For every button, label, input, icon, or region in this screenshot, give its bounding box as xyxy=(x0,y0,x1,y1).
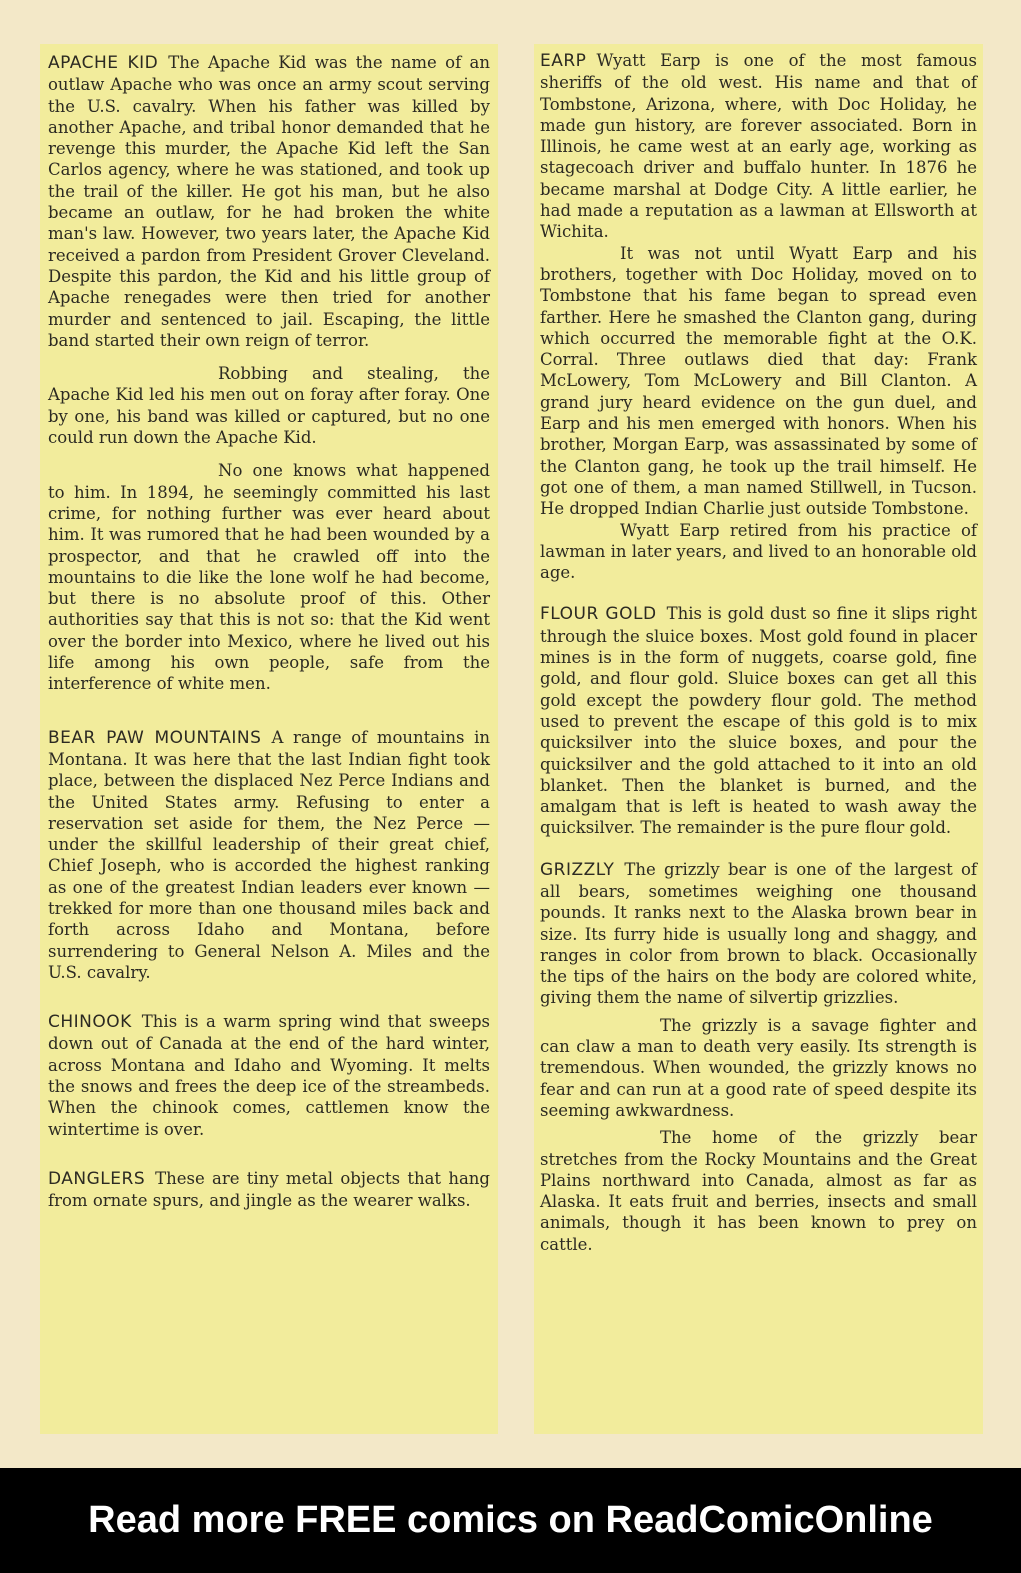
entry-paragraph: This is gold dust so fine it slips right through the sluice boxes. Most gold found in placer mines is in the form of nuggets, coarse gold, fine gold, and flour gold. Sluice boxes can get all this gold except the powdery flour gold. The method used to prevent the escape of this gold is to mix quicksilver into the sluice boxes, and pour the quicksilver and the gold attached to it into an old blanket. Then the blanket is burned, and the amalgam that is left is heated to wash away the quicksilver. The remainder is the pure flour gold. xyxy=(540,604,977,838)
entry-heading: EARP xyxy=(540,51,587,71)
entry-body xyxy=(48,1168,490,1212)
entry-apache-kid xyxy=(48,52,490,695)
promo-banner[interactable] xyxy=(0,1468,1021,1573)
entry-paragraph: This is a warm spring wind that sweeps down out of Canada at the end of the hard winter, across Montana and Idaho and Wyoming. It melts the snows and frees the deep ice of the streambeds. When the chinook comes, cattlemen know the wintertime is over. xyxy=(48,1012,490,1139)
entry-body xyxy=(48,727,490,984)
entry-flour-gold xyxy=(540,603,977,838)
right-text-column xyxy=(534,44,983,1434)
entry-paragraph: Wyatt Earp retired from his practice of lawman in later years, and lived to an honorable old age. xyxy=(540,520,977,583)
entry-paragraph: No one knows what happened to him. In 1894, he seemingly committed his last crime, for nothing further was ever heard about him. It was rumored that he had been wounded by a prospector, and that he crawled off into the mountains to die like the lone wolf he had become, but there is no absolute proof of this. Other authorities say that this is not so: that the Kid went over the border into Mexico, where he lived out his life among his own people, safe from the interference of white men. xyxy=(48,461,490,694)
entry-heading: GRIZZLY xyxy=(540,859,615,880)
entry-body xyxy=(540,50,977,243)
entry-paragraph: The grizzly is a savage fighter and can claw a man to death very easily. Its strength is tremendous. When wounded, the grizzly knows no fear and can run at a good rate of speed despite its seeming awkwardness. xyxy=(540,1015,977,1120)
entry-paragraph: A range of mountains in Montana. It was here that the last Indian fight took place, between the displaced Nez Perce Indians and the United States army. Refusing to enter a reservation set aside for them, the Nez Perce — under the skillful leadership of their great chief, Chief Joseph, who is accorded the highest ranking as one of the greatest Indian leaders ever known — trekked for more than one thousand miles back and forth across Idaho and Montana, before surrendering to General Nelson A. Miles and the U.S. cavalry. xyxy=(48,727,490,982)
entry-heading: APACHE KID xyxy=(48,53,159,73)
entry-body xyxy=(540,859,977,1009)
entry-body xyxy=(540,603,977,838)
left-text-column xyxy=(40,44,498,1434)
entry-earp xyxy=(540,50,977,583)
entry-heading: CHINOOK xyxy=(48,1012,132,1033)
entry-paragraph: Wyatt Earp is one of the most famous sheriffs of the old west. His name and that of Tombstone, Arizona, where, with Doc Holiday, he made gun history, are forever associated. Born in Illinois, he came west at an early age, working as stagecoach driver and buffalo hunter. In 1876 he became marshal at Dodge City. A little earlier, he had made a reputation as a lawman at Ellsworth at Wichita. xyxy=(540,51,977,242)
entry-grizzly xyxy=(540,859,977,1255)
entry-danglers xyxy=(48,1168,490,1212)
entry-paragraph: It was not until Wyatt Earp and his brothers, together with Doc Holiday, moved on to Tombstone that his fame began to spread even farther. Here he smashed the Clanton gang, during which occurred the memorable fight at the O.K. Corral. Three outlaws died that day: Frank McLowery, Tom McLowery and Bill Clanton. A grand jury heard evidence on the gun duel, and Earp and his men emerged with honors. When his brother, Morgan Earp, was assassinated by some of the Clanton gang, he took up the trail himself. He got one of them, a man named Stillwell, in Tucson. He dropped Indian Charlie just outside Tombstone. xyxy=(540,243,977,519)
entry-heading: FLOUR GOLD xyxy=(540,604,657,625)
entry-paragraph: The Apache Kid was the name of an outlaw Apache who was once an army scout serving the U.S. cavalry. When his father was killed by another Apache, and tribal honor demanded that he revenge this murder, the Apache Kid left the San Carlos agency, where he was stationed, and took up the trail of the killer. He got his man, but he also became an outlaw, for he had broken the white man's law. However, two years later, the Apache Kid received a pardon from President Grover Cleveland. Despite this pardon, the Kid and his little group of Apache renegades were then tried for another murder and sentenced to jail. Escaping, the little band started their own reign of terror. xyxy=(48,53,490,350)
entry-heading: DANGLERS xyxy=(48,1168,146,1189)
entry-heading: BEAR PAW MOUNTAINS xyxy=(48,727,262,748)
entry-body xyxy=(48,1011,490,1140)
entry-bear-paw-mountains xyxy=(48,727,490,984)
entry-paragraph: The home of the grizzly bear stretches from the Rocky Mountains and the Great Plains northward into Canada, almost as far as Alaska. It eats fruit and berries, insects and small animals, though it has been known to prey on cattle. xyxy=(540,1128,977,1254)
entry-chinook xyxy=(48,1011,490,1140)
promo-banner-text[interactable]: Read more FREE comics on ReadComicOnline xyxy=(88,1499,933,1541)
entry-body xyxy=(48,52,490,351)
entry-paragraph: Robbing and stealing, the Apache Kid led his men out on foray after foray. One by one, his band was killed or captured, but no one could run down the Apache Kid. xyxy=(48,364,490,448)
entry-paragraph: The grizzly bear is one of the largest of all bears, sometimes weighing one thousand pounds. It ranks next to the Alaska brown bear in size. Its furry hide is usually long and shaggy, and ranges in color from brown to black. Occasionally the tips of the hairs on the body are colored white, giving them the name of silvertip grizzlies. xyxy=(540,859,977,1008)
entry-paragraph: These are tiny metal objects that hang from ornate spurs, and jingle as the wearer walks. xyxy=(48,1168,490,1211)
